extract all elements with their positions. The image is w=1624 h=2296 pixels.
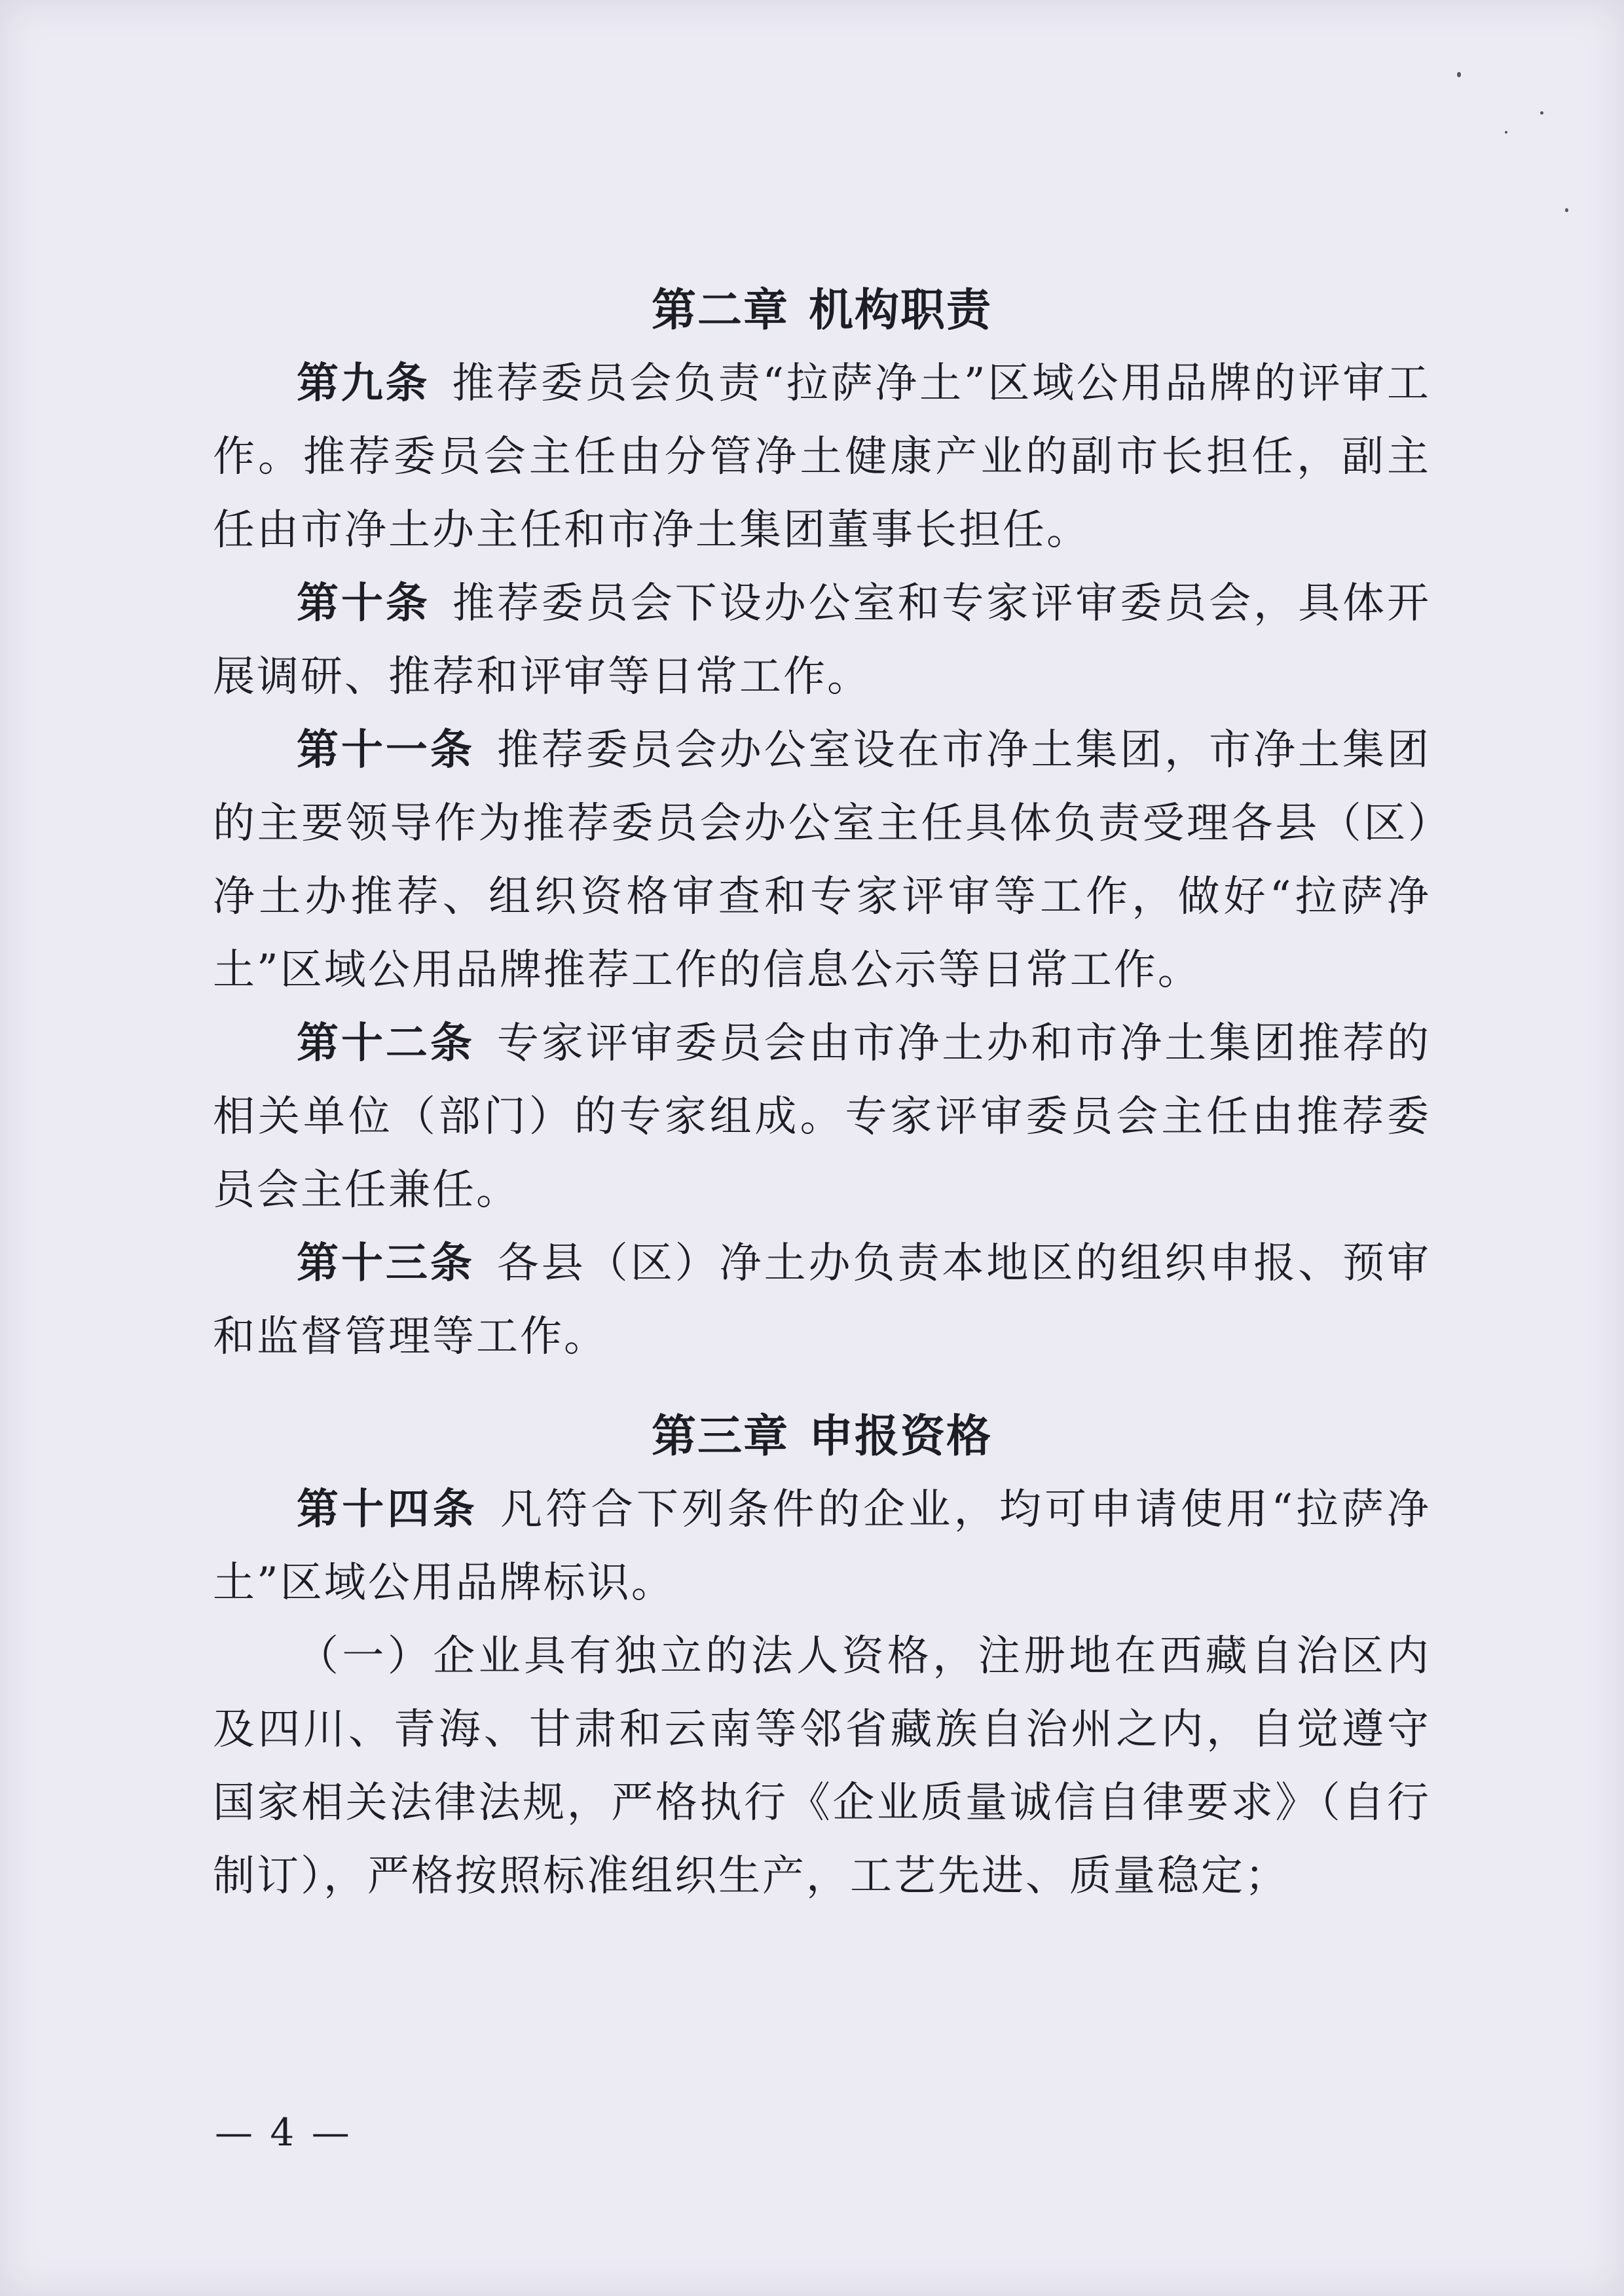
article-text: 推荐委员会下设办公室和专家评审委员会，具体开展调研、推荐和评审等日常工作。 (213, 579, 1431, 701)
document-body (213, 274, 1431, 1913)
article-number: 第十一条 (297, 725, 475, 774)
chapter-three-number: 第三章 (651, 1410, 789, 1463)
scan-speck (1565, 208, 1568, 212)
article-text: 凡符合下列条件的企业，均可申请使用“拉萨净土”区域公用品牌标识。 (213, 1485, 1431, 1607)
article-number: 第十条 (297, 579, 430, 628)
article-text: 专家评审委员会由市净土办和市净土集团推荐的相关单位（部门）的专家组成。专家评审委员会主任由推荐委员会主任兼任。 (213, 1019, 1431, 1214)
article-11 (213, 714, 1431, 1007)
article-13 (213, 1227, 1431, 1374)
chapter-three-title: 申报资格 (809, 1410, 993, 1463)
article-9 (213, 347, 1431, 567)
chapter-two-title: 机构职责 (809, 284, 993, 337)
article-number: 第十三条 (297, 1239, 475, 1288)
chapter-two-heading (213, 274, 1431, 347)
article-number: 第十四条 (297, 1485, 479, 1534)
article-number: 第九条 (297, 359, 430, 408)
article-text: 各县（区）净土办负责本地区的组织申报、预审和监督管理等工作。 (213, 1239, 1431, 1361)
article-14-item-1: （一）企业具有独立的法人资格，注册地在西藏自治区内及四川、青海、甘肃和云南等邻省藏族自治州之内，自觉遵守国家相关法律法规，严格执行《企业质量诚信自律要求》（自行制订），严格按照标准组织生产，工艺先进、质量稳定； (213, 1632, 1431, 1901)
article-10 (213, 567, 1431, 714)
chapter-two-number: 第二章 (651, 284, 789, 337)
scan-speck (1540, 111, 1543, 115)
article-text: 推荐委员会负责“拉萨净土”区域公用品牌的评审工作。推荐委员会主任由分管净土健康产业的副市长担任，副主任由市净土办主任和市净土集团董事长担任。 (213, 359, 1431, 555)
scan-speck (1457, 72, 1461, 77)
page-number: — 4 — (215, 2110, 352, 2155)
article-text: 推荐委员会办公室设在市净土集团，市净土集团的主要领导作为推荐委员会办公室主任具体负责受理各县（区）净土办推荐、组织资格审查和专家评审等工作，做好“拉萨净土”区域公用品牌推荐工作的信息公示等日常工作。 (213, 726, 1431, 994)
article-number: 第十二条 (297, 1019, 475, 1068)
article-14 (213, 1473, 1431, 1620)
scan-speck (1505, 131, 1507, 134)
chapter-three-heading (213, 1400, 1431, 1473)
article-12 (213, 1007, 1431, 1227)
